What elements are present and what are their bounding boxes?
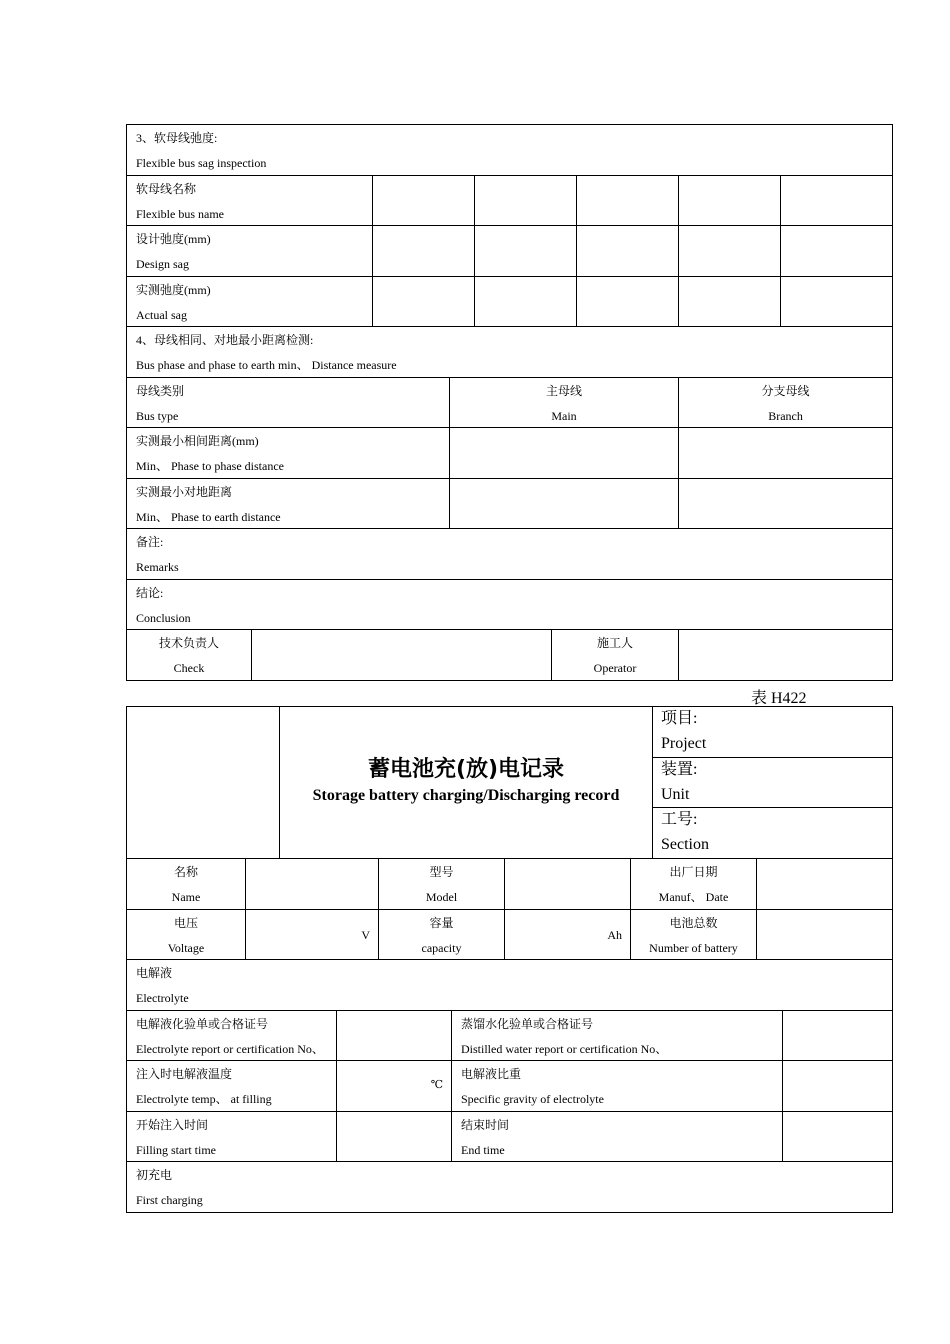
temp-unit: ℃ [430, 1079, 443, 1091]
phase-distance-label-cn: 实测最小相间距离(mm) [136, 434, 259, 448]
branch-bus-header-cn: 分支母线 [761, 384, 810, 398]
check-label-en: Check [173, 661, 205, 675]
name-label [127, 859, 246, 910]
branch-bus-header-en: Branch [768, 409, 803, 423]
design-sag-field-5[interactable] [781, 226, 893, 277]
design-sag-label [127, 226, 373, 277]
filling-start-field[interactable] [337, 1112, 452, 1162]
model-label-cn: 型号 [429, 865, 454, 879]
actual-sag-field-4[interactable] [679, 277, 781, 327]
design-sag-field-2[interactable] [475, 226, 577, 277]
specific-gravity-label [452, 1061, 783, 1112]
conclusion-label-en: Conclusion [136, 611, 191, 625]
actual-sag-label [127, 277, 373, 327]
end-time-field[interactable] [783, 1112, 893, 1162]
capacity-label-en: capacity [421, 941, 462, 955]
design-sag-label-en: Design sag [136, 257, 189, 271]
operator-label [552, 630, 679, 681]
phase-distance-main-field[interactable] [450, 428, 679, 479]
bus-type-label-en: Bus type [136, 409, 179, 423]
bus-name-field-1[interactable] [373, 176, 475, 226]
capacity-field[interactable] [505, 910, 631, 960]
filling-start-label-cn: 开始注入时间 [136, 1118, 209, 1132]
distance-heading-en: Bus phase and phase to earth min、 Distance measure [136, 358, 397, 372]
main-bus-header-en: Main [551, 409, 577, 423]
actual-sag-label-en: Actual sag [136, 308, 187, 322]
filling-start-label-en: Filling start time [136, 1143, 216, 1157]
page-title: 蓄电池充(放)电记录 [367, 757, 565, 782]
operator-signature-field[interactable] [679, 630, 893, 681]
actual-sag-field-5[interactable] [781, 277, 893, 327]
page-title-en: Storage battery charging/Discharging record [312, 787, 620, 804]
manuf-date-label-en: Manuf、 Date [658, 890, 729, 904]
specific-gravity-label-en: Specific gravity of electrolyte [461, 1092, 604, 1106]
project-label-en: Project [661, 735, 707, 752]
title-cell [280, 707, 653, 859]
project-label-cn: 项目: [661, 710, 698, 727]
phase-distance-label-en: Min、 Phase to phase distance [136, 459, 284, 473]
design-sag-field-1[interactable] [373, 226, 475, 277]
check-label-cn: 技术负责人 [158, 636, 219, 650]
branch-bus-header [679, 378, 893, 428]
voltage-field[interactable] [246, 910, 379, 960]
electrolyte-report-label [127, 1011, 337, 1061]
specific-gravity-label-cn: 电解液比重 [461, 1067, 522, 1081]
voltage-unit: V [361, 928, 370, 942]
manuf-date-label-cn: 出厂日期 [669, 865, 718, 879]
earth-distance-label-cn: 实测最小对地距离 [136, 485, 233, 499]
first-charging-heading-cell [127, 1162, 893, 1213]
unit-label-cn: 装置: [661, 761, 698, 778]
filling-start-label [127, 1112, 337, 1162]
sag-heading-en: Flexible bus sag inspection [136, 156, 267, 170]
remarks-field[interactable] [127, 529, 893, 580]
unit-label-en: Unit [661, 786, 690, 803]
electrolyte-temp-label [127, 1061, 337, 1112]
earth-distance-branch-field[interactable] [679, 479, 893, 529]
electrolyte-report-label-cn: 电解液化验单或合格证号 [136, 1017, 269, 1031]
check-label [127, 630, 252, 681]
conclusion-label-cn: 结论: [136, 586, 164, 600]
bus-name-label [127, 176, 373, 226]
water-report-field[interactable] [783, 1011, 893, 1061]
bus-inspection-table [126, 124, 893, 681]
remarks-label-en: Remarks [136, 560, 179, 574]
design-sag-field-3[interactable] [577, 226, 679, 277]
electrolyte-temp-field[interactable] [337, 1061, 452, 1112]
water-report-label-en: Distilled water report or certification No、 [461, 1042, 668, 1056]
actual-sag-label-cn: 实测弛度(mm) [136, 283, 211, 297]
electrolyte-report-field[interactable] [337, 1011, 452, 1061]
battery-info-table [126, 858, 893, 960]
electrolyte-table [126, 959, 893, 1213]
water-report-label [452, 1011, 783, 1061]
electrolyte-heading-cn: 电解液 [136, 966, 173, 980]
electrolyte-report-label-en: Electrolyte report or certification No、 [136, 1042, 324, 1056]
actual-sag-field-1[interactable] [373, 277, 475, 327]
battery-count-field[interactable] [757, 910, 893, 960]
capacity-unit: Ah [607, 928, 622, 942]
voltage-label-cn: 电压 [173, 916, 198, 930]
sag-heading-cell [127, 125, 893, 176]
earth-distance-main-field[interactable] [450, 479, 679, 529]
first-charging-heading-en: First charging [136, 1193, 203, 1207]
operator-label-en: Operator [593, 661, 637, 675]
sag-heading-cn: 3、软母线弛度: [136, 131, 218, 145]
actual-sag-field-3[interactable] [577, 277, 679, 327]
bus-type-label [127, 378, 450, 428]
check-signature-field[interactable] [252, 630, 552, 681]
bus-name-field-4[interactable] [679, 176, 781, 226]
actual-sag-field-2[interactable] [475, 277, 577, 327]
battery-count-label [631, 910, 757, 960]
name-label-cn: 名称 [173, 865, 198, 879]
capacity-label [379, 910, 505, 960]
earth-distance-label-en: Min、 Phase to earth distance [136, 510, 281, 524]
section-label-cn: 工号: [661, 811, 698, 828]
end-time-label-en: End time [461, 1143, 505, 1157]
name-label-en: Name [171, 890, 201, 904]
manuf-date-label [631, 859, 757, 910]
model-label [379, 859, 505, 910]
design-sag-field-4[interactable] [679, 226, 781, 277]
bus-name-label-en: Flexible bus name [136, 207, 224, 221]
capacity-label-cn: 容量 [429, 916, 454, 930]
phase-distance-branch-field[interactable] [679, 428, 893, 479]
first-charging-heading-cn: 初充电 [136, 1168, 173, 1182]
logo-cell [127, 707, 280, 859]
section-field[interactable] [653, 808, 893, 859]
specific-gravity-field[interactable] [783, 1061, 893, 1112]
battery-header-table [126, 706, 893, 859]
battery-count-label-en: Number of battery [649, 941, 738, 955]
manuf-date-field[interactable] [757, 859, 893, 910]
electrolyte-heading-cell [127, 960, 893, 1011]
bus-name-field-3[interactable] [577, 176, 679, 226]
model-field[interactable] [505, 859, 631, 910]
unit-field[interactable] [653, 758, 893, 808]
bus-name-field-5[interactable] [781, 176, 893, 226]
electrolyte-temp-label-cn: 注入时电解液温度 [136, 1067, 233, 1081]
design-sag-label-cn: 设计弛度(mm) [136, 232, 211, 246]
end-time-label [452, 1112, 783, 1162]
water-report-label-cn: 蒸馏水化验单或合格证号 [461, 1017, 594, 1031]
distance-heading-cn: 4、母线相同、对地最小距离检测: [136, 333, 314, 347]
project-field[interactable] [653, 707, 893, 758]
phase-distance-label [127, 428, 450, 479]
main-bus-header-cn: 主母线 [545, 384, 582, 398]
distance-heading-cell [127, 327, 893, 378]
section-label-en: Section [661, 836, 709, 853]
electrolyte-heading-en: Electrolyte [136, 991, 189, 1005]
name-field[interactable] [246, 859, 379, 910]
voltage-label-en: Voltage [167, 941, 205, 955]
conclusion-field[interactable] [127, 580, 893, 630]
battery-count-label-cn: 电池总数 [669, 916, 718, 930]
main-bus-header [450, 378, 679, 428]
earth-distance-label [127, 479, 450, 529]
model-label-en: Model [425, 890, 458, 904]
operator-label-cn: 施工人 [596, 636, 633, 650]
bus-type-label-cn: 母线类别 [136, 384, 185, 398]
form-number: 表 H422 [751, 690, 807, 707]
bus-name-label-cn: 软母线名称 [136, 182, 197, 196]
voltage-label [127, 910, 246, 960]
end-time-label-cn: 结束时间 [461, 1118, 510, 1132]
electrolyte-temp-label-en: Electrolyte temp、 at filling [136, 1092, 272, 1106]
bus-name-field-2[interactable] [475, 176, 577, 226]
remarks-label-cn: 备注: [136, 535, 164, 549]
